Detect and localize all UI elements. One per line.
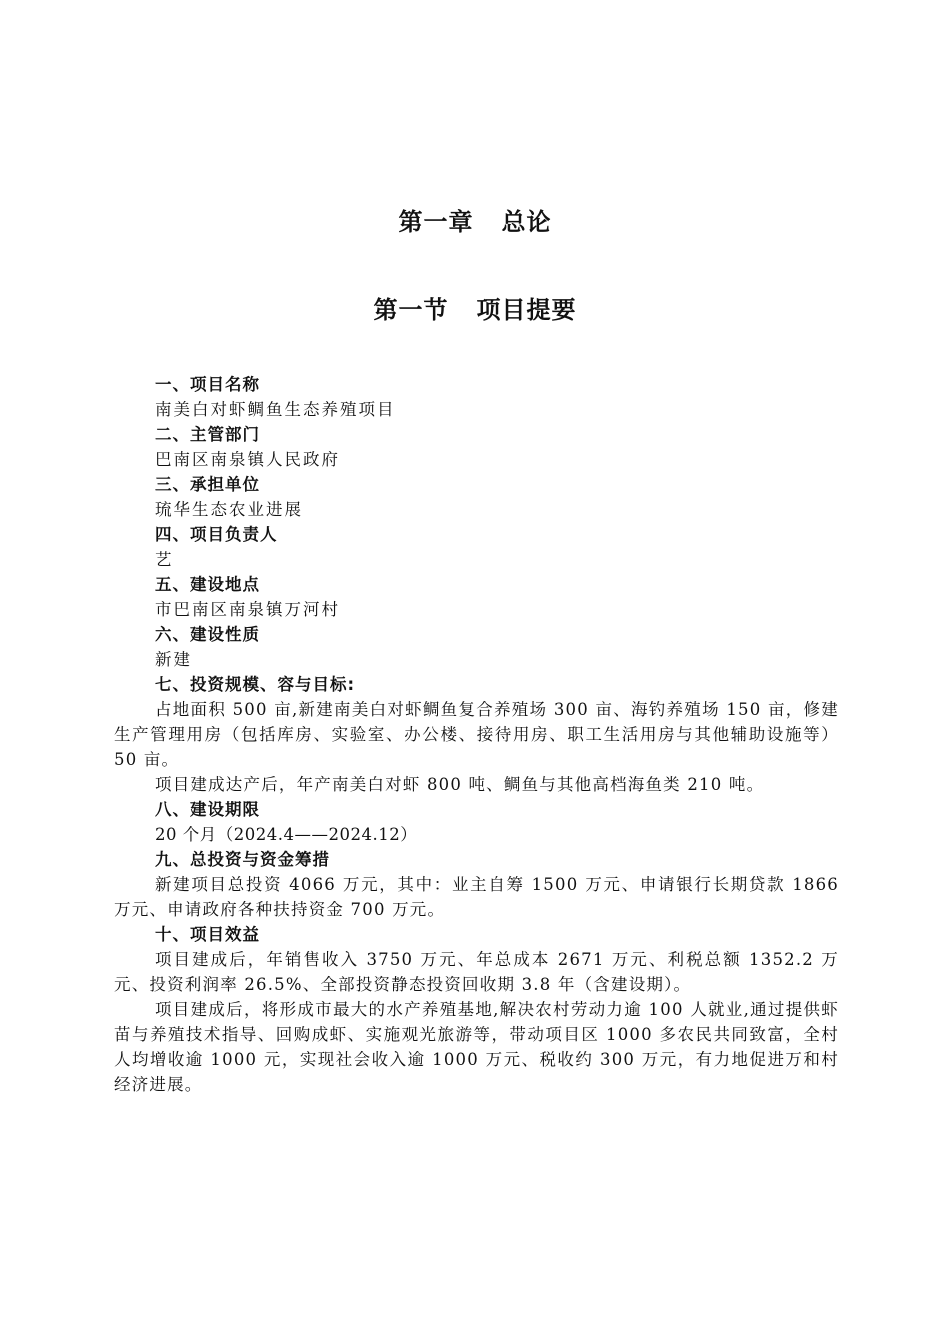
heading-undertaker: 三、承担单位 [155, 475, 260, 494]
heading-nature: 六、建设性质 [155, 625, 260, 644]
value-undertaker: 琉华生态农业进展 [155, 500, 303, 519]
chapter-name: 总论 [501, 208, 552, 236]
value-department: 巴南区南泉镇人民政府 [155, 450, 340, 469]
heading-location: 五、建设地点 [155, 575, 260, 594]
scope-paragraph-output: 项目建成达产后，年产南美白对虾 800 吨、鲷鱼与其他高档海鱼类 210 吨。 [155, 775, 765, 794]
heading-department: 二、主管部门 [155, 425, 260, 444]
chapter-title [0, 202, 950, 237]
project-summary [114, 372, 839, 1097]
benefits-paragraph-financial: 项目建成后，年销售收入 3750 万元、年总成本 2671 万元、利税总额 1352.2 万元、投资利润率 26.5%、全部投资静态投资回收期 3.8 年（含建设期）。 [114, 950, 839, 994]
section-name: 项目提要 [476, 296, 577, 324]
chapter-label: 第一章 [398, 208, 474, 236]
heading-period: 八、建设期限 [155, 800, 260, 819]
scope-paragraph-area: 占地面积 500 亩,新建南美白对虾鲷鱼复合养殖场 300 亩、海钓养殖场 150 亩，修建生产管理用房（包括库房、实验室、办公楼、接待用房、职工生活用房与其他辅助设施等）50 亩。 [114, 700, 839, 769]
value-person-in-charge: 艺 [155, 550, 174, 569]
value-project-name: 南美白对虾鲷鱼生态养殖项目 [155, 400, 396, 419]
heading-funding: 九、总投资与资金筹措 [155, 850, 330, 869]
section-label: 第一节 [373, 296, 449, 324]
funding-paragraph: 新建项目总投资 4066 万元，其中：业主自筹 1500 万元、申请银行长期贷款 1866 万元、申请政府各种扶持资金 700 万元。 [114, 875, 839, 919]
heading-benefits: 十、项目效益 [155, 925, 260, 944]
value-nature: 新建 [155, 650, 192, 669]
value-location: 市巴南区南泉镇万河村 [155, 600, 340, 619]
value-period: 20 个月（2024.4——2024.12） [155, 825, 418, 844]
benefits-paragraph-social: 项目建成后，将形成市最大的水产养殖基地,解决农村劳动力逾 100 人就业,通过提供虾苗与养殖技术指导、回购成虾、实施观光旅游等，带动项目区 1000 多农民共同致富，全村人均增收逾 1000 元，实现社会收入逾 1000 万元、税收约 300 万元，有力地促进万和村经济进展。 [114, 1000, 839, 1094]
heading-project-name: 一、项目名称 [155, 375, 260, 394]
heading-person-in-charge: 四、项目负责人 [155, 525, 278, 544]
section-title [0, 290, 950, 325]
heading-scope: 七、投资规模、容与目标: [155, 675, 356, 694]
